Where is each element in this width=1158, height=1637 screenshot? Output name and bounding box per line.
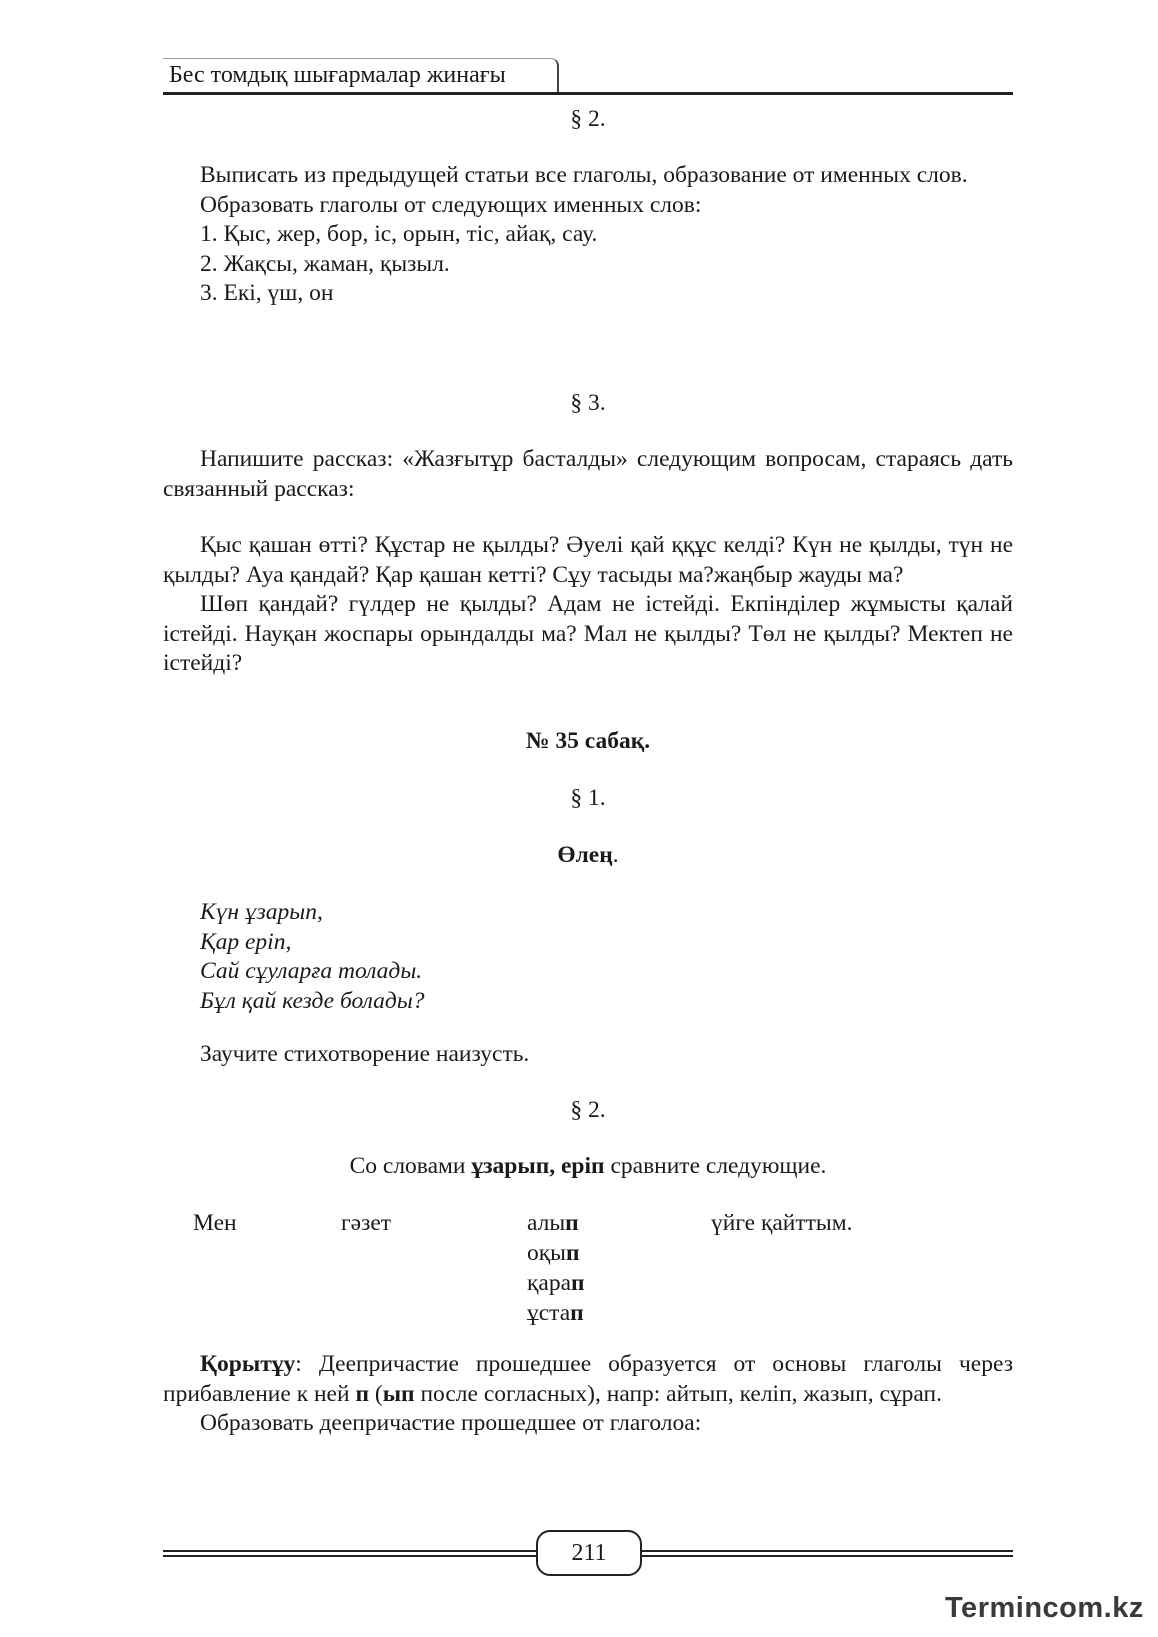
paragraph: Қорытұу: Деепричастие прошедшее образуется от основы глаголы через прибавление к ней п (ып после согласных), напр: айтып, келіп, жазып, сұрап.: [163, 1351, 1013, 1407]
header-rule: [163, 92, 1013, 95]
header-title: Бес томдық шығармалар жинағы: [169, 62, 506, 88]
compare-text: сравните следующие.: [604, 1153, 827, 1179]
conclusion: [163, 1350, 1013, 1439]
section-2-heading: § 2.: [570, 106, 606, 132]
poem-title-text: Өлең: [557, 842, 613, 868]
poem-line: Сай сұуларға толады.: [200, 958, 423, 984]
verb-form: ұстап: [527, 1300, 584, 1326]
paragraph: Образовать глаголы от следующих именных слов:: [200, 191, 702, 218]
poem-title-dot: .: [612, 842, 619, 868]
watermark-logo: Termincom.kz: [945, 1592, 1144, 1624]
paragraph: Шөп қандай? гүлдер не қылды? Адам не істейді. Екпінділер жұмысты қалай істейді. Науқан жоспары орындалды ма? Мал не қылды? Төл не қылды? Мектеп не істейді?: [163, 591, 1013, 676]
footer-rule: [163, 1550, 536, 1552]
section-3-questions: [163, 531, 1013, 679]
poem: [163, 898, 1050, 1016]
compare-instruction: [163, 1152, 1013, 1182]
table-cell-subject: Мен: [193, 1210, 237, 1236]
table-cell-predicate: үйге қайттым.: [711, 1210, 853, 1236]
compare-text: Со словами: [349, 1153, 472, 1179]
paragraph: Выписать из предыдущей статьи все глаголы, образование от именных слов.: [200, 162, 968, 188]
section-2-body: [163, 161, 1013, 309]
page-footer: [163, 1530, 1013, 1580]
paragraph: Заучите стихотворение наизусть.: [200, 1041, 530, 1067]
paragraph: Напишите рассказ: «Жазғытұр басталды» следующим вопросам, стараясь дать связанный рассказ:: [163, 446, 1013, 502]
section-3-heading: § 3.: [570, 390, 606, 416]
list-item: 3. Екі, үш, он: [200, 280, 334, 306]
page-number: 211: [536, 1530, 642, 1576]
paragraph: Қыс қашан өтті? Құстар не қылды? Әуелі қай ққұс келді? Күн не қылды, түн не қылды? Ауа қандай? Қар қашан кетті? Сұу тасыды ма?жаңбыр жауды ма?: [163, 532, 1013, 588]
poem-line: Күн ұзарып,: [200, 899, 323, 925]
poem-line: Қар еріп,: [200, 928, 292, 955]
verb-form: қарап: [527, 1270, 585, 1296]
running-header: [163, 58, 1013, 94]
memorize-instruction: [163, 1040, 1013, 1070]
section-2b-heading: § 2.: [570, 1097, 606, 1123]
list-item: 1. Қыс, жер, бор, іс, орын, тіс, айақ, сау.: [200, 221, 598, 247]
table-cell-verbs: [527, 1208, 585, 1328]
list-item: 2. Жақсы, жаман, қызыл.: [200, 250, 450, 277]
compare-bold-words: ұзарып, еріп: [471, 1153, 605, 1179]
section-1-heading: § 1.: [570, 785, 606, 811]
verb-form: алып: [527, 1210, 579, 1236]
verb-form: оқып: [527, 1240, 580, 1266]
poem-line: Бұл қай кезде болады?: [200, 987, 425, 1014]
footer-rule: [642, 1550, 1013, 1552]
paragraph: Образовать деепричастие прошедшее от глаголоа:: [200, 1410, 702, 1436]
lesson-heading: № 35 сабақ.: [525, 728, 651, 754]
section-3-intro: [163, 445, 1013, 504]
table-cell-object: гәзет: [341, 1210, 392, 1236]
poem-title: [163, 841, 1013, 871]
footer-rule: [642, 1555, 1013, 1557]
footer-rule: [163, 1555, 536, 1557]
